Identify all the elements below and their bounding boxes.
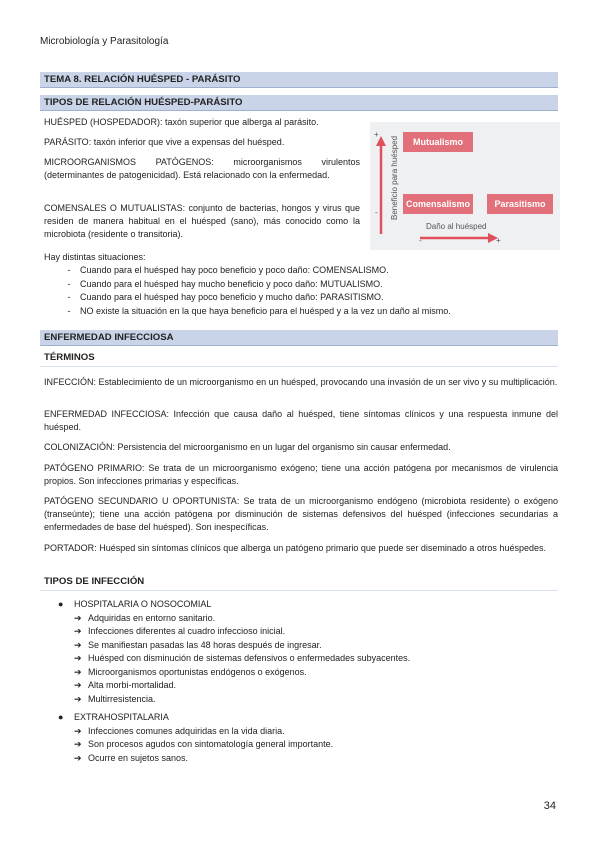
paragraph-comensales: COMENSALES O MUTUALISTAS: conjunto de bacterias, hongos y virus que residen de manera habitual en el huésped (sano), más conocido como la microbiota (residente o transitoria). <box>44 203 361 239</box>
list-item: - NO existe la situación en la que haya beneficio para el huésped y a la vez un daño al mismo. <box>67 305 451 316</box>
list-item: - Cuando para el huésped hay mucho beneficio y poco daño: MUTUALISMO. <box>67 278 383 289</box>
section-title-relations: TIPOS DE RELACIÓN HUÉSPED-PARÁSITO <box>40 95 558 111</box>
term-patogeno-primario: PATÓGENO PRIMARIO: Se trata de un microorganismo exógeno; tiene una acción patógena por mecanismos de virulencia propios. Son infecciones primarias y específicas. <box>44 463 558 486</box>
running-header: Microbiología y Parasitología <box>40 36 169 47</box>
list-item: ➔ Microorganismos oportunistas endógenos o exógenos. <box>74 666 558 680</box>
hospital-list <box>58 598 558 706</box>
situations-list <box>58 264 558 318</box>
arrow-icon: ➔ <box>74 725 82 736</box>
section-title-infectious: ENFERMEDAD INFECCIOSA <box>40 330 558 346</box>
list-item: ➔ Ocurre en sujetos sanos. <box>74 752 558 766</box>
arrow-icon: ➔ <box>74 653 82 663</box>
arrow-icon: ➔ <box>74 680 82 690</box>
arrow-icon: ➔ <box>74 626 82 636</box>
situations-intro: Hay distintas situaciones: <box>44 252 146 262</box>
divider <box>40 590 558 591</box>
list-item: ➔ Se manifiestan pasadas las 48 horas después de ingresar. <box>74 639 558 653</box>
list-item: ➔ Adquiridas en entorno sanitario. <box>74 612 558 626</box>
y-axis-label: Beneficio para huésped <box>390 135 399 220</box>
types-title: TIPOS DE INFECCIÓN <box>44 576 145 587</box>
list-item: ● HOSPITALARIA O NOSOCOMIAL <box>58 599 212 609</box>
box-comensalismo: Comensalismo <box>403 194 473 214</box>
term-colonizacion: COLONIZACIÓN: Persistencia del microorganismo en un lugar del organismo sin causar enfermedad. <box>44 442 451 452</box>
theme-title: TEMA 8. RELACIÓN HUÉSPED - PARÁSITO <box>40 72 558 88</box>
list-item: ➔ Infecciones diferentes al cuadro infeccioso inicial. <box>74 625 558 639</box>
divider <box>40 366 558 367</box>
term-patogenos: MICROORGANISMOS PATÓGENOS <box>44 157 212 167</box>
arrow-icon: ➔ <box>74 693 82 704</box>
term-portador: PORTADOR: Huésped sin síntomas clínicos que alberga un patógeno primario que puede ser diseminado a otros huéspedes. <box>44 543 546 553</box>
list-item: ➔ Huésped con disminución de sistemas defensivos o enfermedades subyacentes. <box>74 652 558 666</box>
page-number: 34 <box>543 800 556 812</box>
arrow-icon: ➔ <box>74 739 82 749</box>
paragraph-huesped: HUÉSPED (HOSPEDADOR): taxón superior que alberga al parásito. <box>44 117 319 127</box>
list-item: ➔ Son procesos agudos con sintomatología general importante. <box>74 738 558 752</box>
arrow-icon: ➔ <box>74 752 82 763</box>
term-enfermedad-infecciosa: ENFERMEDAD INFECCIOSA: Infección que causa daño al huésped, tiene síntomas clínicos y una respuesta inmune del huésped. <box>44 409 558 432</box>
paragraph-parasito: PARÁSITO: taxón inferior que vive a expensas del huésped. <box>44 137 285 147</box>
list-item: ● EXTRAHOSPITALARIA <box>58 712 169 722</box>
term-comensales: COMENSALES O MUTUALISTAS <box>44 203 183 213</box>
arrow-icon: ➔ <box>74 639 82 650</box>
box-mutualismo: Mutualismo <box>403 132 473 152</box>
term-infeccion: INFECCIÓN: Establecimiento de un microorganismo en un huésped, provocando una invasión de un ser vivo y su multiplicación. <box>44 377 558 387</box>
term-parasito: PARÁSITO <box>44 137 89 147</box>
extrahospital-list <box>58 711 558 765</box>
list-item: - Cuando para el huésped hay poco beneficio y mucho daño: PARASITISMO. <box>67 292 384 302</box>
x-axis-minus: - <box>419 236 422 245</box>
list-item: ➔ Alta morbi-mortalidad. <box>74 679 558 693</box>
x-axis-plus: + <box>496 236 501 245</box>
terms-title: TÉRMINOS <box>44 352 95 363</box>
y-axis-plus: + <box>374 130 379 139</box>
x-axis-label: Daño al huésped <box>426 222 487 231</box>
term-patogeno-secundario: PATÓGENO SECUNDARIO U OPORTUNISTA: Se trata de un microorganismo endógeno (microbiota residente) o exógeno (transeúnte); tiene una acción patógena por disminución de sistemas defensivos del huésped (infecciones secundarias a enfermedades de base del huésped). Son inespecíficas. <box>44 496 558 532</box>
y-axis-minus: - <box>375 208 378 217</box>
box-parasitismo: Parasitismo <box>487 194 553 214</box>
term-huesped: HUÉSPED (HOSPEDADOR) <box>44 117 161 127</box>
arrow-icon: ➔ <box>74 666 82 677</box>
arrow-icon: ➔ <box>74 612 82 623</box>
paragraph-patogenos: MICROORGANISMOS PATÓGENOS: microorganismos virulentos (determinantes de patogenicidad). Está relacionado con la enfermedad. <box>44 157 360 180</box>
relationship-diagram <box>370 122 560 250</box>
list-item: - Cuando para el huésped hay poco beneficio y poco daño: COMENSALISMO. <box>67 265 389 275</box>
list-item: ➔ Multirresistencia. <box>74 693 558 707</box>
list-item: ➔ Infecciones comunes adquiridas en la vida diaria. <box>74 725 558 739</box>
